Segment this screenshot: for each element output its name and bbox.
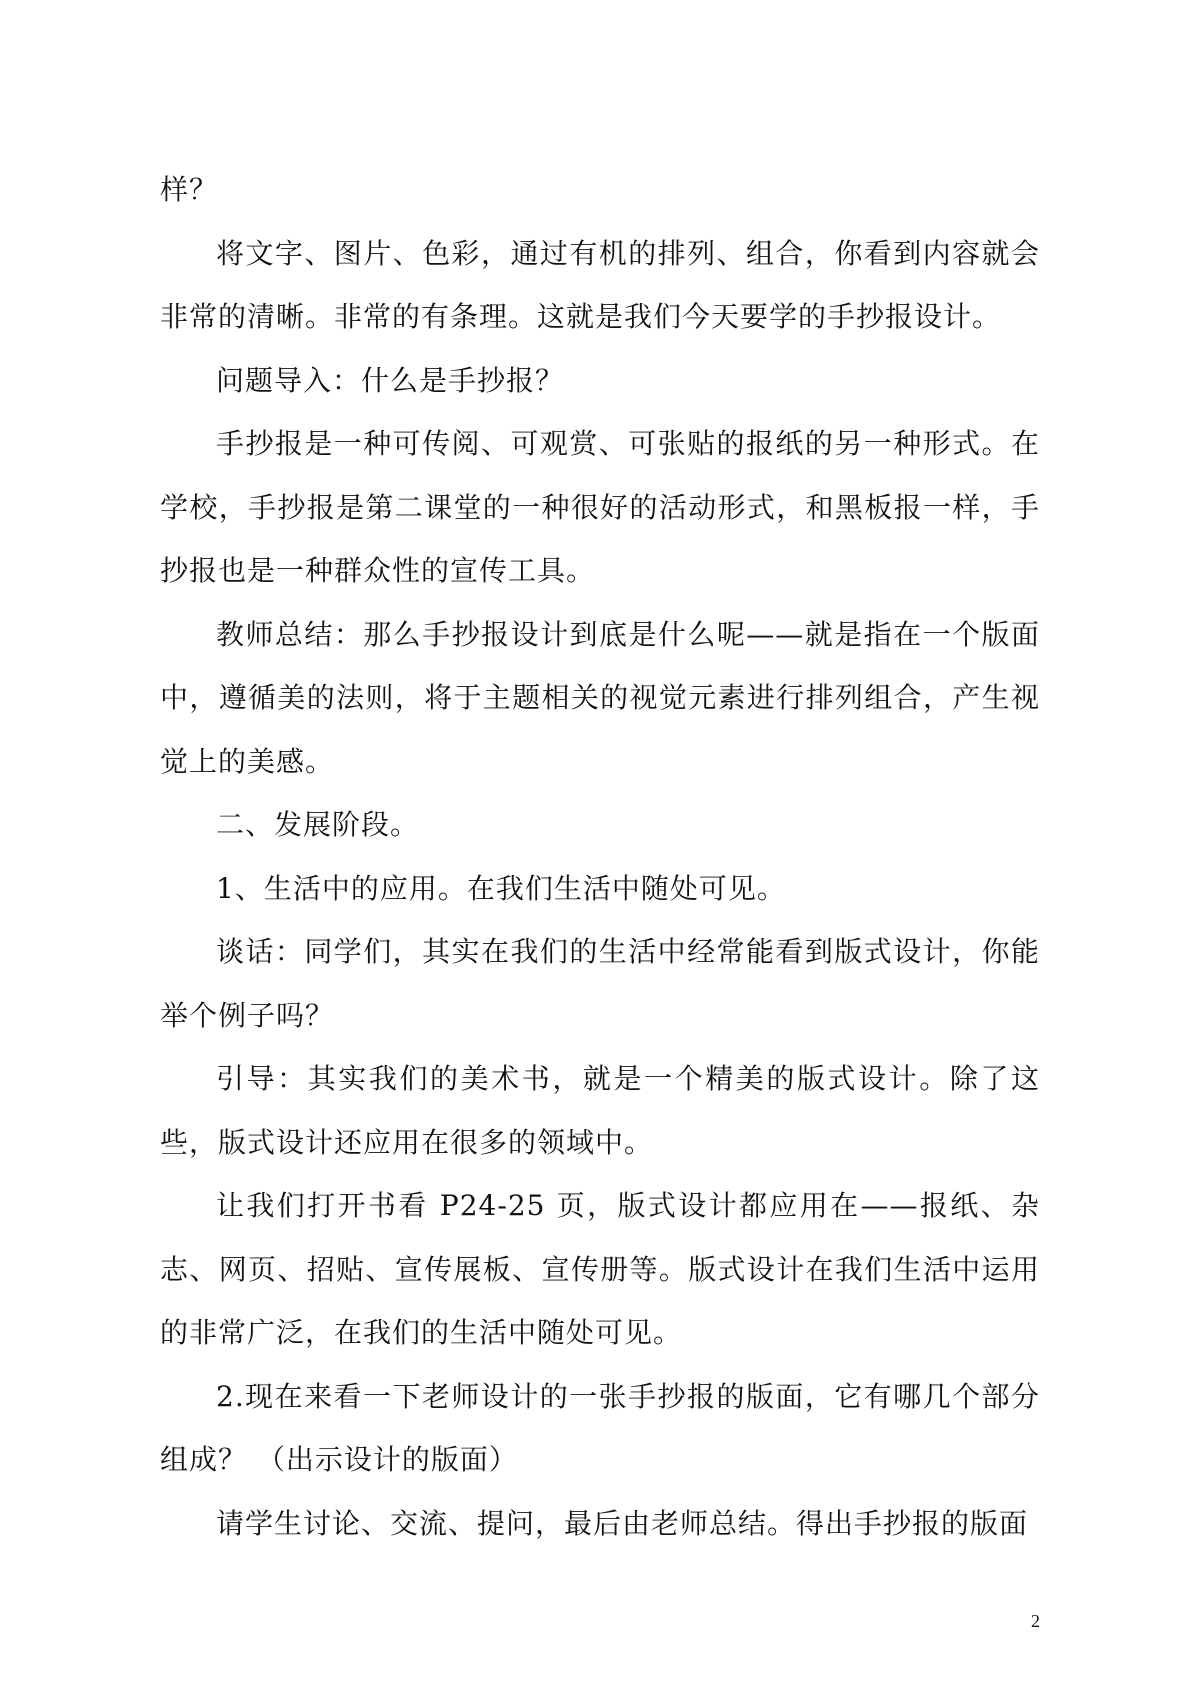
paragraph: 请学生讨论、交流、提问，最后由老师总结。得出手抄报的版面 (216, 1506, 1029, 1540)
paragraph: 谈话：同学们，其实在我们的生活中经常能看到版式设计，你能举个例子吗？ (160, 935, 1040, 1032)
paragraph: 让我们打开书看 P24-25 页，版式设计都应用在——报纸、杂志、网页、招贴、宣传展板、宣传册等。版式设计在我们生活中运用的非常广泛，在我们的生活中随处可见。 (160, 1189, 1040, 1349)
paragraph: 2.现在来看一下老师设计的一张手抄报的版面，它有哪几个部分组成？ （出示设计的版面） (160, 1379, 1040, 1476)
paragraph: 样？ (160, 173, 219, 206)
paragraph: 手抄报是一种可传阅、可观赏、可张贴的报纸的另一种形式。在学校，手抄报是第二课堂的一种很好的活动形式，和黑板报一样，手抄报也是一种群众性的宣传工具。 (160, 427, 1040, 587)
paragraph: 教师总结：那么手抄报设计到底是什么呢——就是指在一个版面中，遵循美的法则，将于主题相关的视觉元素进行排列组合，产生视觉上的美感。 (160, 617, 1040, 778)
paragraph: 1、生活中的应用。在我们生活中随处可见。 (216, 871, 786, 905)
body-text (160, 158, 1040, 1555)
paragraph: 将文字、图片、色彩，通过有机的排列、组合，你看到内容就会非常的清晰。非常的有条理。这就是我们今天要学的手抄报设计。 (160, 236, 1040, 333)
paragraph: 引导：其实我们的美术书，就是一个精美的版式设计。除了这些，版式设计还应用在很多的领域中。 (160, 1062, 1040, 1159)
paragraph: 问题导入：什么是手抄报？ (216, 363, 565, 397)
page-number: 2 (1031, 1611, 1040, 1631)
section-heading: 二、发展阶段。 (216, 808, 420, 841)
